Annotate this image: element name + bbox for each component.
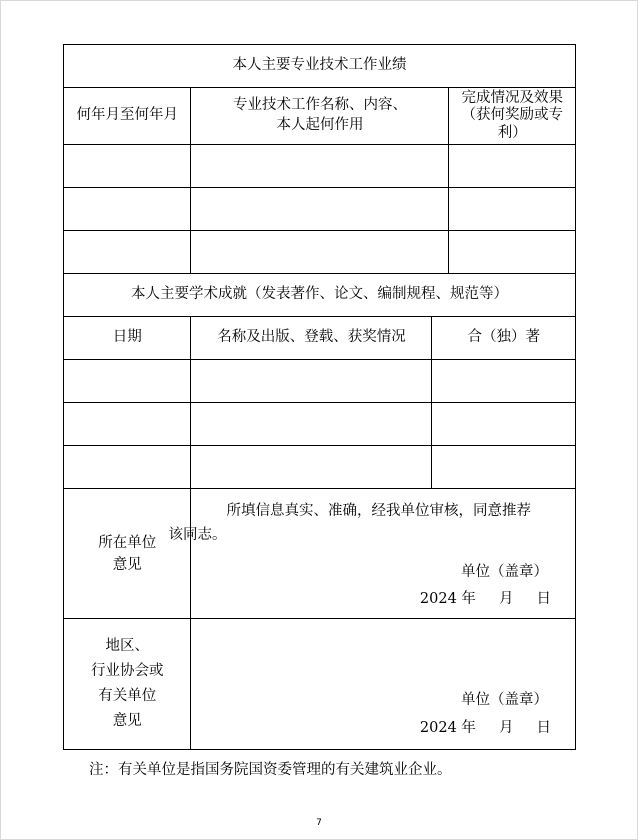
unit-opinion-label [64,489,191,619]
academic-section-title: 本人主要学术成就（发表著作、论文、编制规程、规范等） [64,274,576,317]
work-header-row [64,88,576,145]
unit-date-label: 2024 年 月 日 [419,591,551,607]
academic-date-cell[interactable] [64,403,191,446]
work-result-header-line1: 完成情况及效果 [461,89,563,106]
region-seal-label: 单位（盖章） [461,692,548,708]
work-name-cell[interactable] [191,231,449,274]
academic-name-cell[interactable] [191,403,432,446]
authorship-header: 合（独）著 [432,317,576,360]
work-result-cell[interactable] [449,145,576,188]
period-header: 何年月至何年月 [64,88,191,145]
unit-opinion-cell[interactable] [168,489,576,619]
unit-seal-label: 单位（盖章） [461,564,548,580]
work-result-header-line3: 利） [497,124,527,141]
work-period-cell[interactable] [64,231,191,274]
unit-opinion-statement-line1: 所填信息真实、准确，经我单位审核，同意推荐 [226,503,531,519]
region-opinion-row [64,619,576,750]
academic-section-title-row [64,274,576,317]
page-number: 7 [316,818,322,828]
work-name-cell[interactable] [191,145,449,188]
unit-opinion-statement-line2: 该同志。 [168,527,227,543]
publication-name-header: 名称及出版、登载、获奖情况 [191,317,432,360]
work-result-cell[interactable] [449,188,576,231]
work-result-header-line2: （获何奖励或专 [461,107,563,124]
academic-row [64,446,576,489]
work-name-header-line1: 专业技术工作名称、内容、 [232,97,407,114]
region-opinion-label-line1: 地区、 [105,638,149,654]
region-opinion-label [64,619,191,750]
academic-row [64,360,576,403]
unit-opinion-statement [168,499,571,547]
footnote: 注：有关单位是指国务院国资委管理的有关建筑业企业。 [89,762,452,778]
unit-opinion-label-line1: 所在单位 [98,534,157,551]
region-opinion-label-line4: 意见 [112,713,142,729]
work-name-cell[interactable] [191,188,449,231]
region-date-label: 2024 年 月 日 [419,720,551,736]
region-opinion-cell[interactable] [191,619,576,750]
work-row [64,145,576,188]
unit-opinion-row [64,489,576,619]
academic-date-cell[interactable] [64,360,191,403]
work-result-cell[interactable] [449,231,576,274]
work-row [64,188,576,231]
academic-author-cell[interactable] [432,446,576,489]
academic-header-row [64,317,576,360]
unit-opinion-label-line2: 意见 [112,556,142,573]
work-section-title-row [64,45,576,88]
work-section-title: 本人主要专业技术工作业绩 [64,45,576,88]
date-header: 日期 [64,317,191,360]
academic-date-cell[interactable] [64,446,191,489]
work-period-cell[interactable] [64,145,191,188]
academic-row [64,403,576,446]
work-period-cell[interactable] [64,188,191,231]
work-name-header [191,88,449,145]
work-result-header [449,88,576,145]
region-opinion-label-line2: 行业协会或 [90,663,164,679]
academic-author-cell[interactable] [432,403,576,446]
academic-name-cell[interactable] [191,360,432,403]
achievement-form-table [63,44,576,750]
work-row [64,231,576,274]
academic-author-cell[interactable] [432,360,576,403]
region-opinion-label-line3: 有关单位 [98,688,157,704]
academic-name-cell[interactable] [191,446,432,489]
work-name-header-line2: 本人起何作用 [276,117,364,133]
